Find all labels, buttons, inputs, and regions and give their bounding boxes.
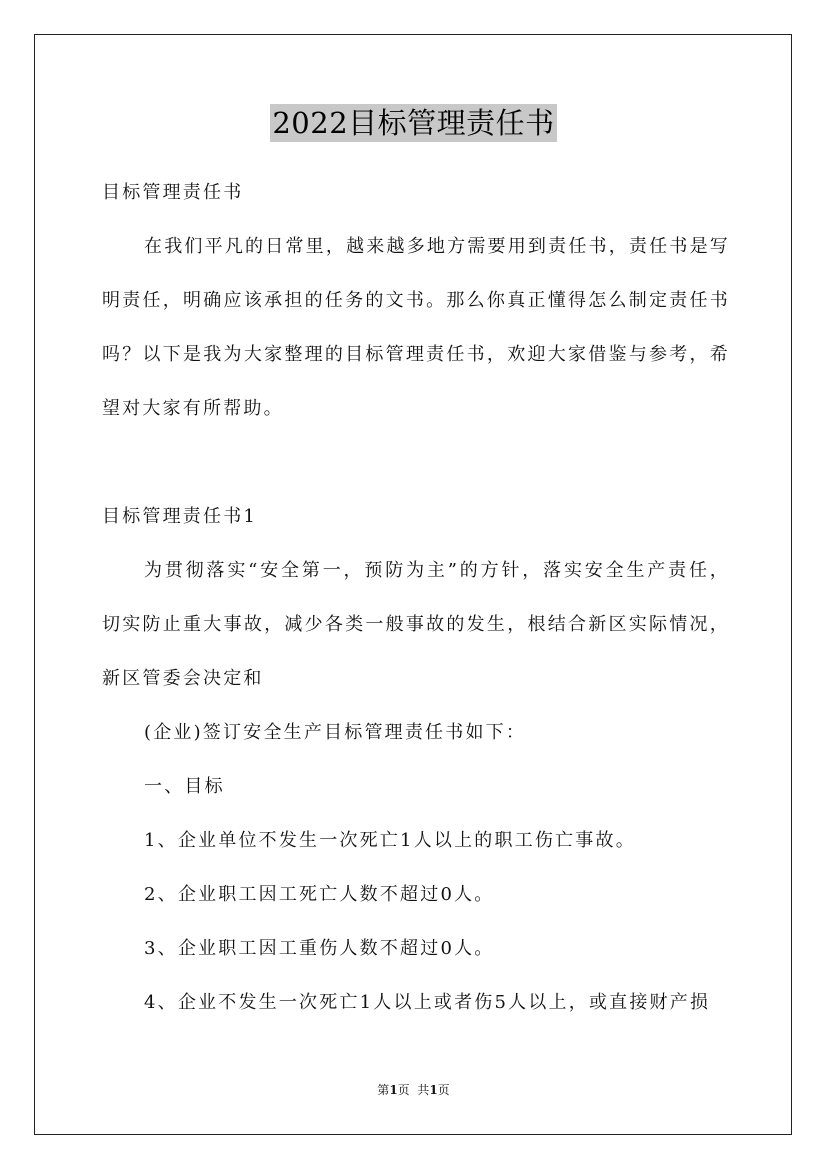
list-heading: 一、目标 [144, 776, 225, 797]
document-title: 2022目标管理责任书 [272, 106, 555, 140]
footer-prefix: 第 [377, 1083, 390, 1097]
title-container [0, 104, 827, 142]
document-body [102, 166, 730, 1030]
list-item: 4、企业不发生一次死亡1人以上或者伤5人以上，或直接财产损 [144, 992, 711, 1013]
footer-suffix: 页 [437, 1083, 450, 1097]
footer-mid: 页 共 [397, 1083, 430, 1097]
section-heading: 目标管理责任书 [102, 182, 244, 203]
body-paragraph: 为贯彻落实“安全第一，预防为主”的方针，落实安全生产责任，切实防止重大事故，减少各类一般事故的发生，根结合新区实际情况，新区管委会决定和 [102, 560, 730, 689]
footer-total-pages: 1 [429, 1083, 438, 1097]
page-footer [0, 1082, 827, 1098]
list-item: 3、企业职工因工重伤人数不超过0人。 [144, 938, 495, 959]
body-paragraph: (企业)签订安全生产目标管理责任书如下： [144, 722, 527, 743]
list-item: 1、企业单位不发生一次死亡1人以上的职工伤亡事故。 [144, 830, 636, 851]
section-heading-1: 目标管理责任书1 [102, 506, 258, 527]
paragraph-gap [102, 436, 730, 490]
list-item: 2、企业职工因工死亡人数不超过0人。 [144, 884, 495, 905]
intro-paragraph: 在我们平凡的日常里，越来越多地方需要用到责任书，责任书是写明责任，明确应该承担的任务的文书。那么你真正懂得怎么制定责任书吗？以下是我为大家整理的目标管理责任书，欢迎大家借鉴与参考，希望对大家有所帮助。 [102, 236, 730, 419]
footer-page-number: 1 [389, 1083, 398, 1097]
